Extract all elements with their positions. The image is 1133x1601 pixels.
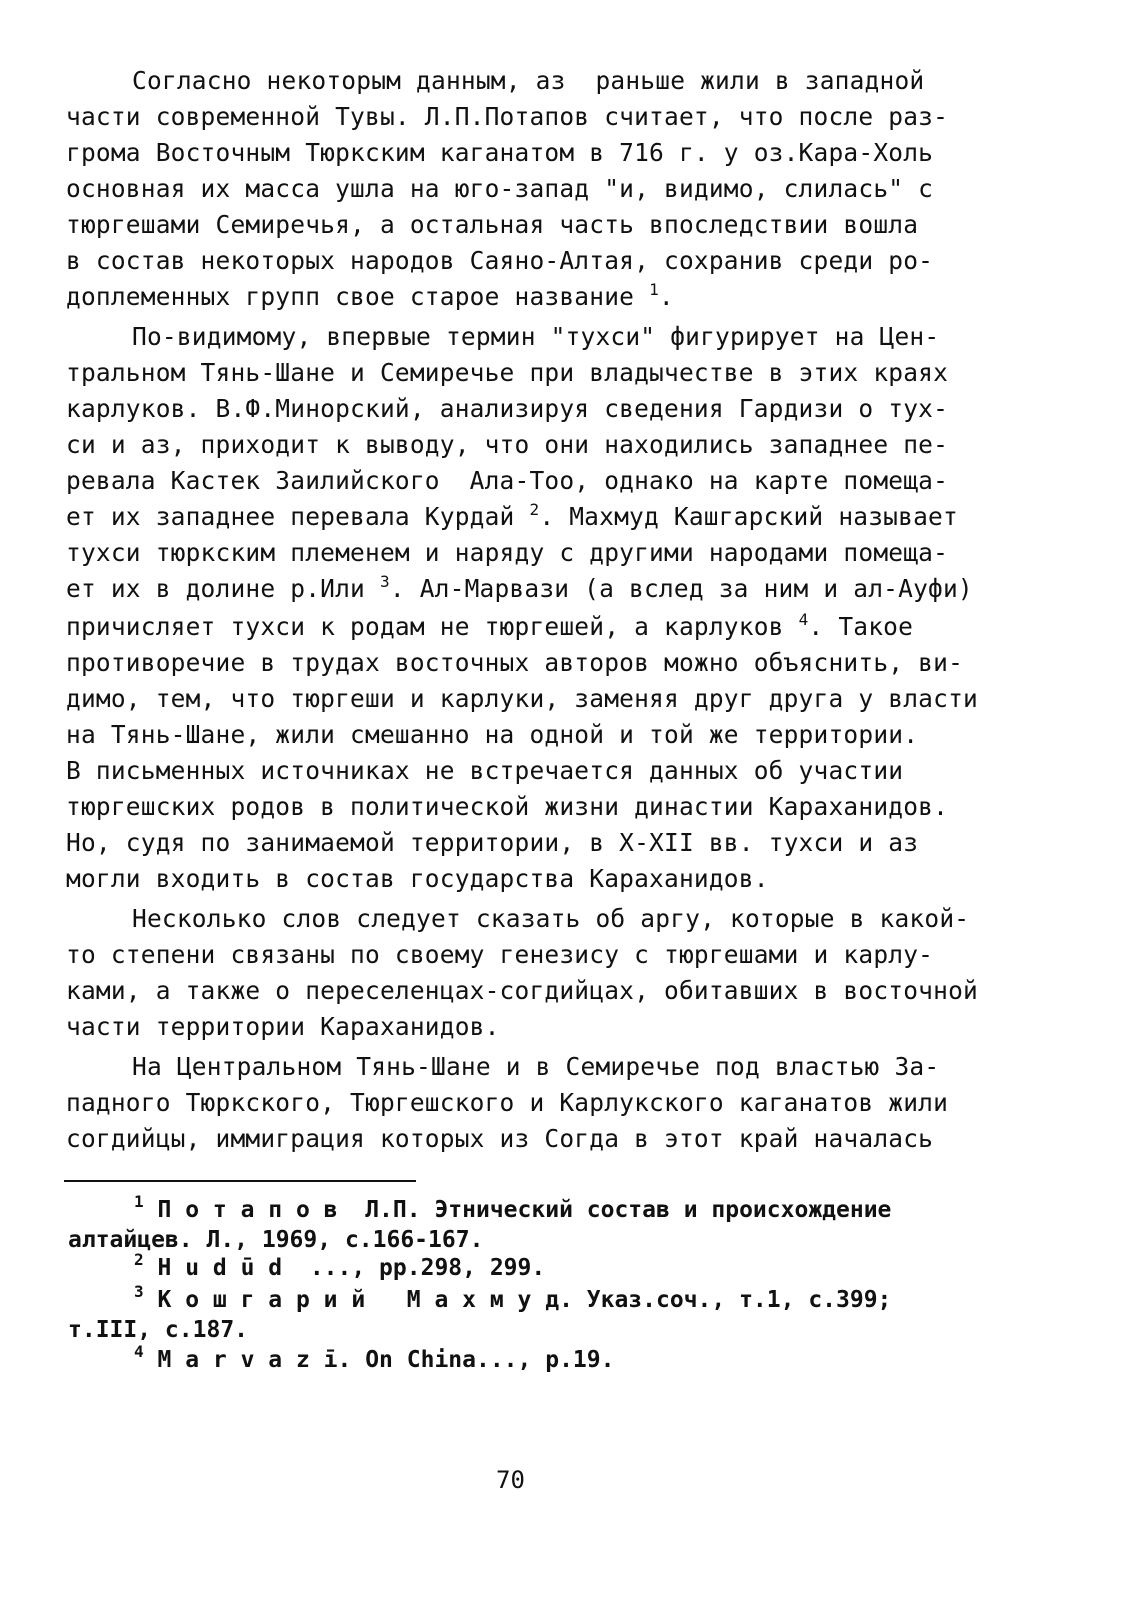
text-line: В письменных источниках не встречается данных об участии	[66, 756, 904, 785]
footnote-ref: 2	[529, 500, 540, 519]
text-line: димо, тем, что тюргеши и карлуки, заменяя друг друга у власти	[66, 684, 978, 713]
footnote-number: 4	[134, 1342, 144, 1361]
text-line: могли входить в состав государства Караханидов.	[66, 864, 769, 893]
footnote-number: 1	[134, 1192, 144, 1211]
text-line: ревала Кастек Заилийского Ала-Тоо, однако на карте помеща-	[66, 466, 949, 495]
text-line: части современной Тувы. Л.П.Потапов считает, что после раз-	[66, 102, 949, 131]
text-line: причисляет тухси к родам не тюргешей, а карлуков $^4$. Такое	[66, 610, 914, 641]
footnote-divider	[64, 1180, 416, 1182]
text-line: ет их западнее перевала Курдай $^2$. Махмуд Кашгарский называет	[66, 500, 958, 531]
footnote-ref: 3	[379, 572, 390, 591]
footnote-number: 3	[134, 1282, 144, 1301]
text-line: ками, а также о переселенцах-согдийцах, обитавших в восточной	[66, 976, 978, 1005]
footnote-3-cont: т.III, с.187.	[68, 1317, 249, 1343]
text-line: в состав некоторых народов Саяно-Алтая, сохранив среди ро-	[66, 246, 934, 275]
text-line: На Центральном Тянь-Шане и в Семиречье под властью За-	[132, 1052, 940, 1081]
text-line: тюргешских родов в политической жизни династии Караханидов.	[66, 792, 949, 821]
text-line: то степени связаны по своему генезису с тюргешами и карлу-	[66, 940, 934, 969]
text-line: ет их в долине р.Или $^3$. Ал-Марвази (а вслед за ним и ал-Ауфи)	[66, 572, 973, 603]
text-line: согдийцы, иммиграция которых из Согда в этот край началась	[66, 1124, 934, 1153]
text-line: тухси тюркским племенем и наряду с другими народами помеща-	[66, 538, 949, 567]
text-line: си и аз, приходит к выводу, что они находились западнее пе-	[66, 430, 949, 459]
text-line: тюргешами Семиречья, а остальная часть впоследствии вошла	[66, 210, 919, 239]
footnote-1-cont: алтайцев. Л., 1969, с.166-167.	[68, 1227, 484, 1253]
text-line: части территории Караханидов.	[66, 1012, 500, 1041]
text-line: Согласно некоторым данным, аз раньше жили в западной	[132, 66, 925, 95]
footnote-number: 2	[134, 1250, 144, 1269]
text-line: грома Восточным Тюркским каганатом в 716 г. у оз.Кара-Холь	[66, 138, 934, 167]
footnote-ref: 4	[798, 610, 809, 629]
text-line: Несколько слов следует сказать об аргу, которые в какой-	[132, 904, 970, 933]
text-line: Но, судя по занимаемой территории, в X-XII вв. тухси и аз	[66, 828, 919, 857]
footnote-ref: 1	[649, 280, 659, 299]
text-line: основная их масса ушла на юго-запад "и, видимо, слилась" с	[66, 174, 934, 203]
text-line: По-видимому, впервые термин "тухси" фигурирует на Цен-	[132, 322, 940, 351]
footnote-2: $^2$ H u d ū d ..., pp.298, 299.	[134, 1250, 546, 1281]
footnote-3: $^3$ К о ш г а р и й М а х м у д. Указ.соч., т.1, с.399;	[134, 1282, 892, 1313]
text-line: карлуков. В.Ф.Минорский, анализируя сведения Гардизи о тух-	[66, 394, 949, 423]
text-line: на Тянь-Шане, жили смешанно на одной и той же территории.	[66, 720, 919, 749]
text-line: падного Тюркского, Тюргешского и Карлукского каганатов жили	[66, 1088, 949, 1117]
text-line: доплеменных групп свое старое название $^1$.	[66, 280, 674, 311]
footnote-1: $^1$ П о т а п о в Л.П. Этнический состав и происхождение	[134, 1192, 892, 1223]
footnote-4: $^4$ M a r v a z ī. On China..., p.19.	[134, 1342, 615, 1373]
text-line: тральном Тянь-Шане и Семиречье при владычестве в этих краях	[66, 358, 949, 387]
page-number: 70	[496, 1466, 525, 1494]
text-line: противоречие в трудах восточных авторов можно объяснить, ви-	[66, 648, 964, 677]
